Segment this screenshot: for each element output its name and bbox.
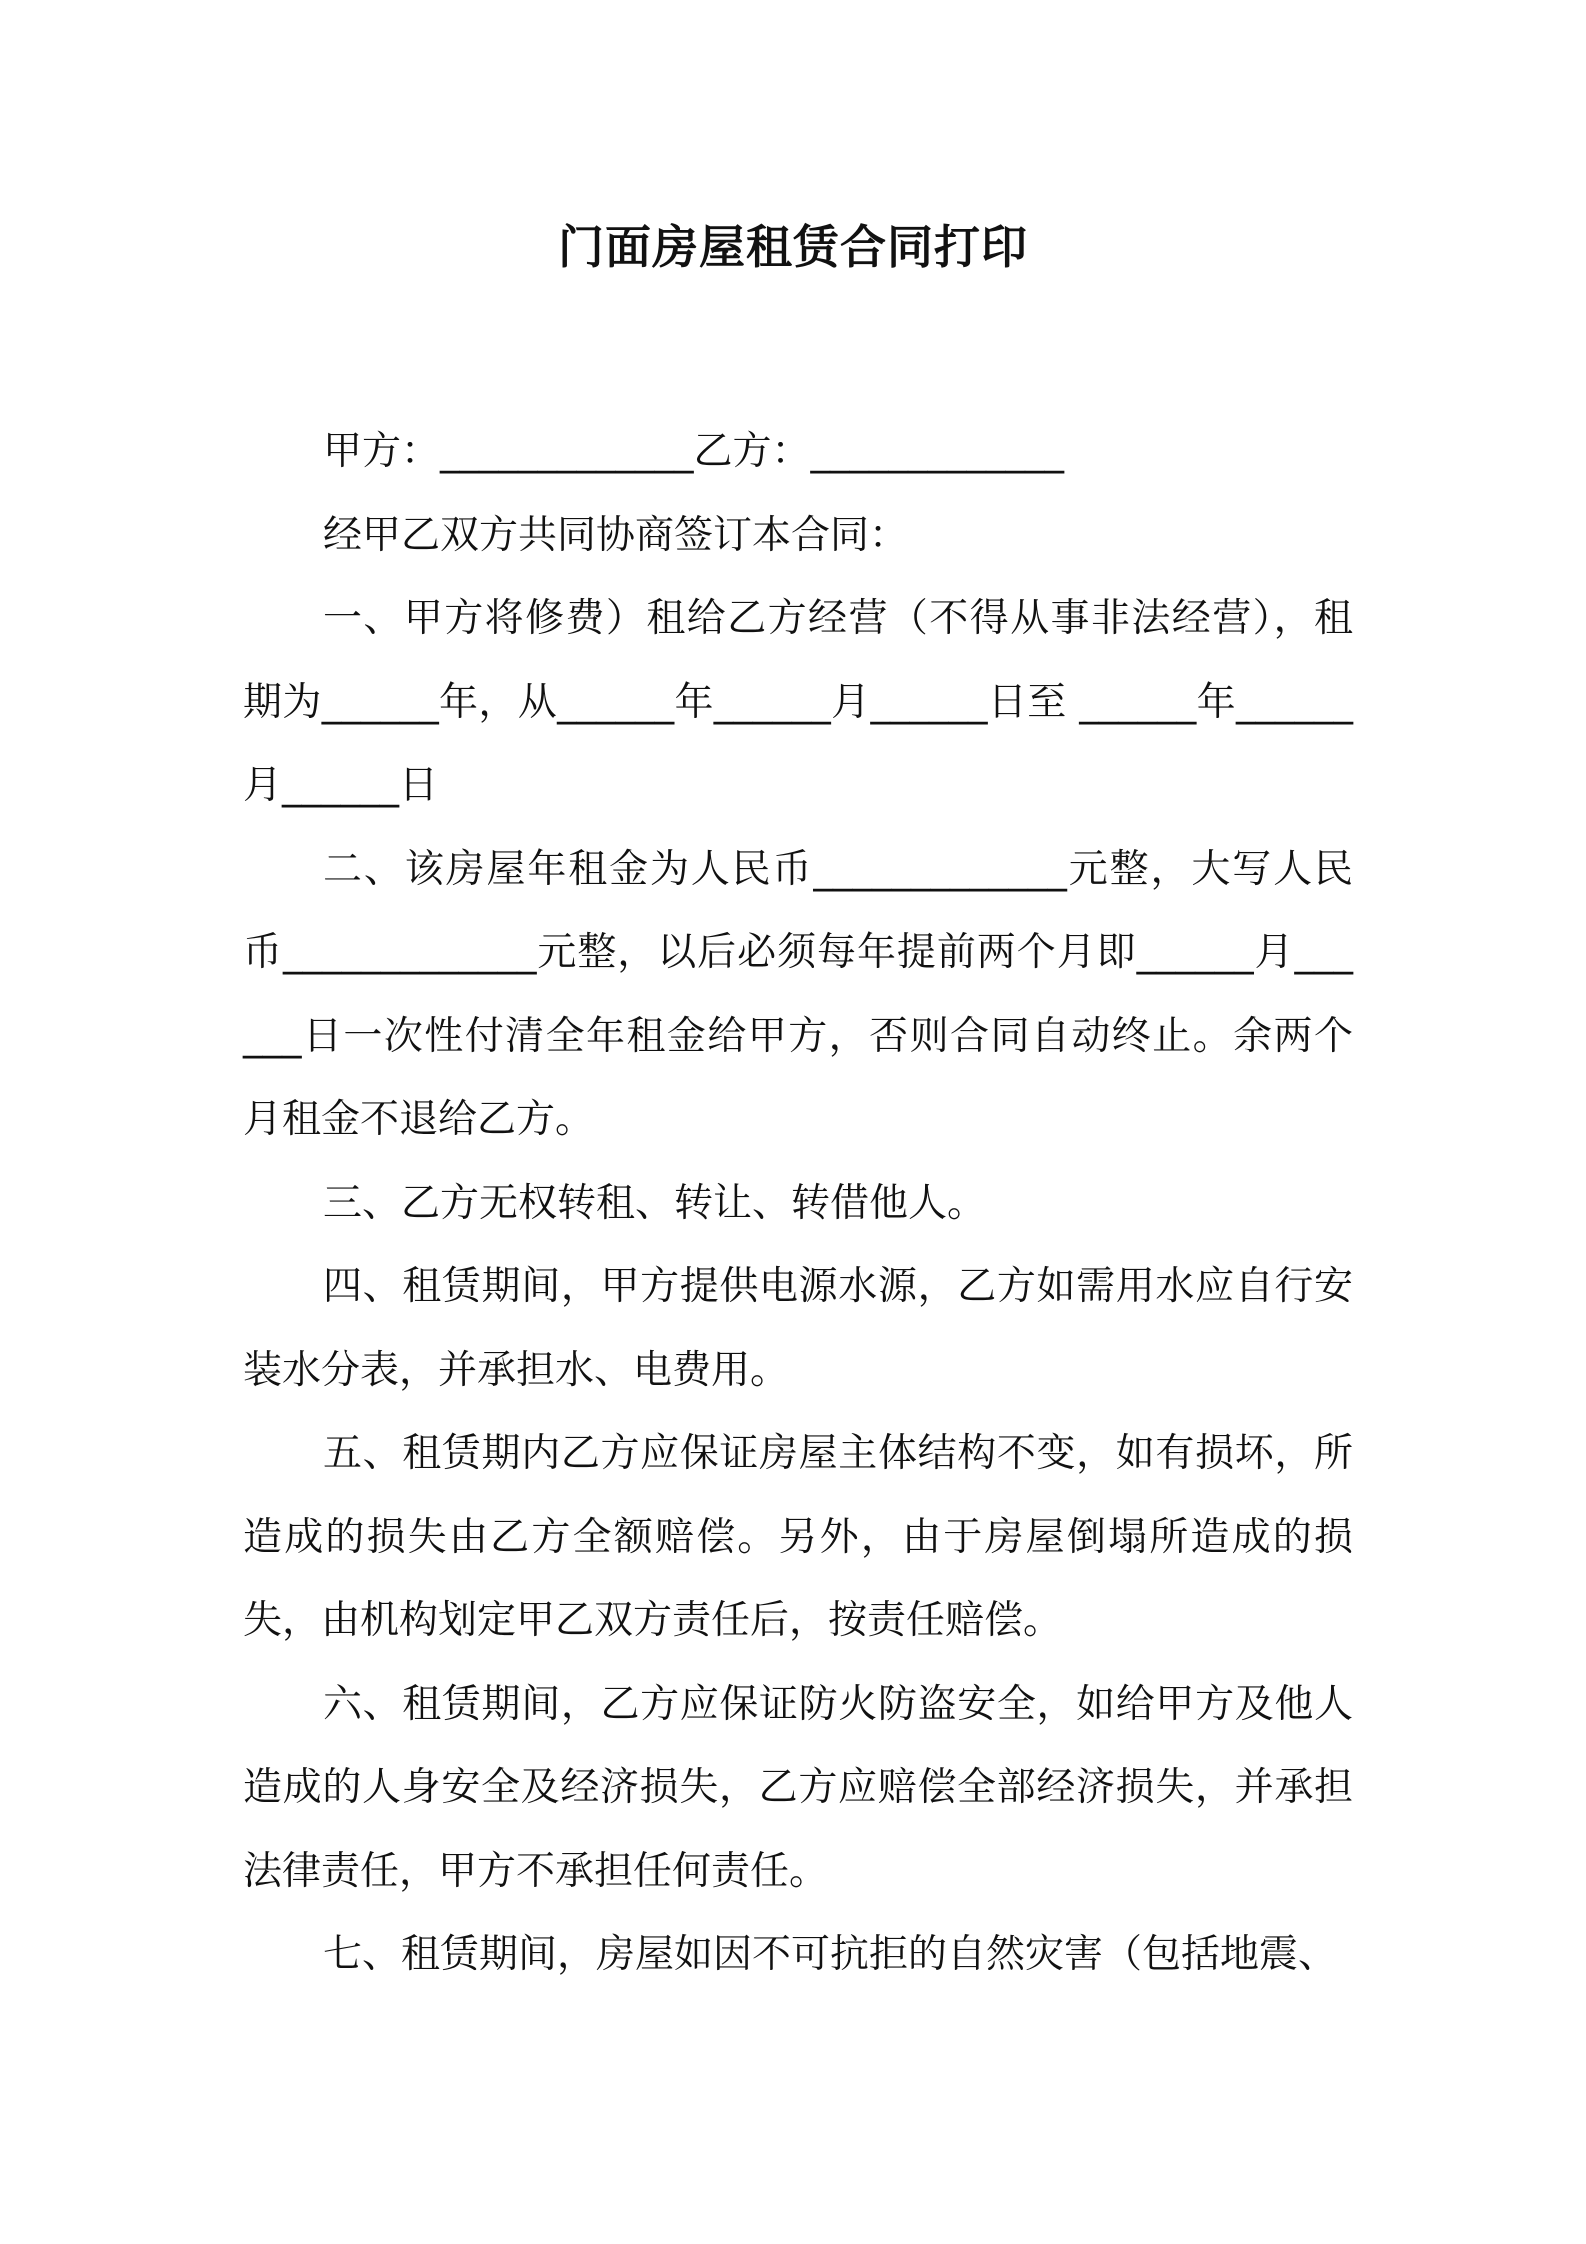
- parties-line: 甲方：_____________乙方：_____________: [323, 429, 1065, 474]
- clause-6: 六、租赁期间，乙方应保证防火防盗安全，如给甲方及他人造成的人身安全及经济损失，乙方应赔偿全部经济损失，并承担法律责任，甲方不承担任何责任。: [243, 1681, 1353, 1894]
- clause-1: 一、甲方将修费）租给乙方经营（不得从事非法经营），租期为______年，从______年______月______日至 ______年______月______日: [243, 596, 1353, 808]
- document-body: [243, 410, 1353, 1997]
- clause-7: 七、租赁期间，房屋如因不可抗拒的自然灾害（包括地震、: [323, 1932, 1338, 1977]
- clause-5: 五、租赁期内乙方应保证房屋主体结构不变，如有损坏，所造成的损失由乙方全额赔偿。另外，由于房屋倒塌所造成的损失，由机构划定甲乙双方责任后，按责任赔偿。: [243, 1431, 1353, 1643]
- clause-4: 四、租赁期间，甲方提供电源水源，乙方如需用水应自行安装水分表，并承担水、电费用。: [243, 1264, 1353, 1393]
- clause-3: 三、乙方无权转租、转让、转借他人。: [323, 1180, 987, 1226]
- clause-2: 二、该房屋年租金为人民币_____________元整，大写人民币_____________元整，以后必须每年提前两个月即______月______日一次性付清全年租金给甲方，否则合同自动终止。余两个月租金不退给乙方。: [243, 846, 1353, 1142]
- document-title: 门面房屋租赁合同打印: [558, 220, 1028, 274]
- intro-paragraph: 经甲乙双方共同协商签订本合同：: [323, 512, 909, 558]
